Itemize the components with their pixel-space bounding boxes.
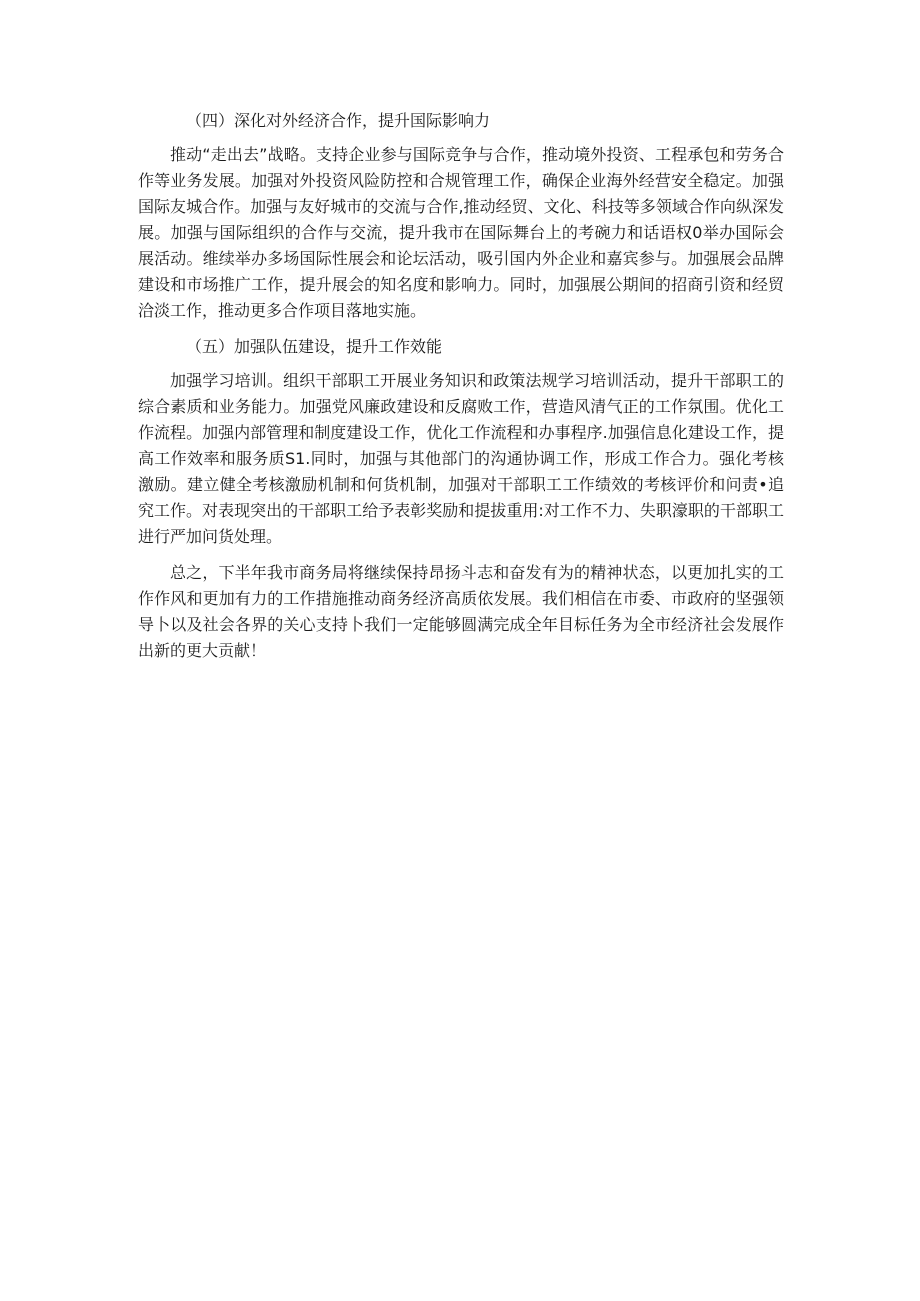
section-paragraph-4: 推动“走出去”战略。支持企业参与国际竞争与合作，推动境外投资、工程承包和劳务合作等业务发展。加强对外投资风险防控和合规管理工作，确保企业海外经营安全稳定。加强国际友城合作。加强与友好城市的交流与合作,推动经贸、文化、科技等多领域合作向纵深发展。加强与国际组织的合作与交流，提升我市在国际舞台上的考碗力和话语权0举办国际会展活动。维续举办多场国际性展会和论坛活动，吸引国内外企业和嘉宾参与。加强展会品牌建设和市场推广工作，提升展会的知名度和影响力。同时，加强展公期间的招商引资和经贸洽淡工作，推动更多合作项目落地实施。 xyxy=(138,145,784,320)
section-heading-4: （四）深化对外经济合作，提升国际影响力 xyxy=(186,111,491,130)
section-heading-5: （五）加强队伍建设，提升工作效能 xyxy=(186,337,443,356)
document-body xyxy=(138,108,784,674)
conclusion-paragraph: 总之，下半年我市商务局将继续保持昂扬斗志和奋发有为的精神状态，以更加扎实的工作作风和更加有力的工作措施推动商务经济高质依发展。我们相信在市委、市政府的坚强领导卜以及社会各界的关心支持卜我们一定能够圆满完成全年目标任务为全市经济社会发展作出新的更大贡献！ xyxy=(138,563,784,660)
section-paragraph-5: 加强学习培训。组织干部职工开展业务知识和政策法规学习培训活动，提升干部职工的综合素质和业务能力。加强党风廉政建设和反腐败工作，营造风清气正的工作氛围。优化工作流程。加强内部管理和制度建设工作，优化工作流程和办事程序.加强信息化建设工作，提高工作效率和服务质S1.同时，加强与其他部门的沟通协调工作，形成工作合力。强化考核激励。建立健全考核激励机制和何货机制，加强对干部职工工作绩效的考核评价和问责•追究工作。对表现突出的干部职工给予表彰奖励和提拔重用:对工作不力、失职濠职的干部职工进行严加问货处理。 xyxy=(138,371,784,546)
